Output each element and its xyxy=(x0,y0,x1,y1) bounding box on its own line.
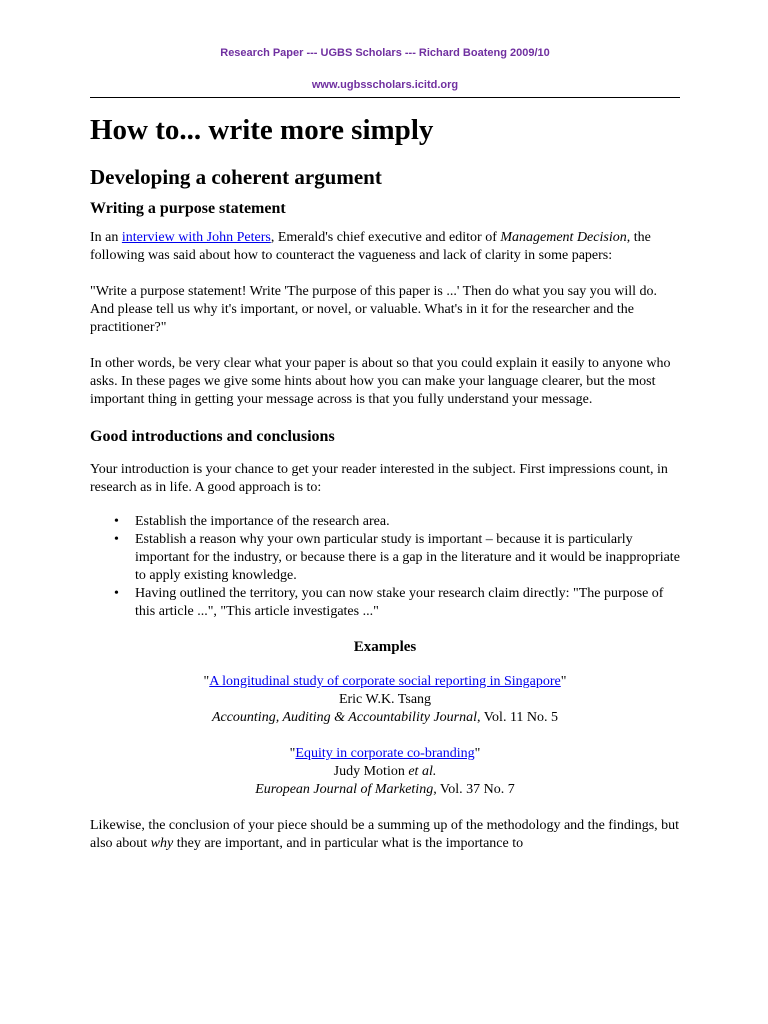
list-item: • Establish a reason why your own particular study is important – because it is particularly important for the industry, or because there is a gap in the literature and it would be inappropriate to apply existing knowledge. xyxy=(114,532,680,583)
journal-name: Management Decision xyxy=(500,230,627,245)
header-rule xyxy=(90,97,680,98)
paragraph-interview: In an interview with John Peters, Emerald's chief executive and editor of Management Decision, the following was said about how to counteract the vagueness and lack of clarity in some papers: xyxy=(90,230,651,263)
list-item: • Having outlined the territory, you can now stake your research claim directly: "The purpose of this article ...", "This article investigates ..." xyxy=(114,586,664,619)
approach-list xyxy=(90,513,680,621)
example-1-author: Eric W.K. Tsang xyxy=(338,692,432,707)
paragraph-conclusion: Likewise, the conclusion of your piece should be a summing up of the methodology and the findings, but also about why they are important, and in particular what is the importance to xyxy=(90,818,680,851)
document-body xyxy=(90,112,680,853)
section-heading-purpose: Writing a purpose statement xyxy=(90,200,286,217)
example-1 xyxy=(90,673,680,727)
header-website: www.ugbsscholars.icitd.org xyxy=(311,79,459,91)
interview-link[interactable]: interview with John Peters xyxy=(121,230,271,245)
paragraph-quote: "Write a purpose statement! Write 'The purpose of this paper is ...' Then do what you say you will do. And please tell us why it's important, or novel, or valuable. What's in it for the researcher and the practitioner?" xyxy=(90,284,658,335)
example-2 xyxy=(90,745,680,799)
example-2-link[interactable]: Equity in corporate co-branding xyxy=(295,746,475,761)
page-subtitle: Developing a coherent argument xyxy=(90,165,382,189)
bullet-glyph: • xyxy=(114,532,119,547)
examples-heading: Examples xyxy=(353,639,417,655)
list-item: • Establish the importance of the research area. xyxy=(114,514,390,529)
page-title: How to... write more simply xyxy=(90,114,434,146)
example-1-journal: Accounting, Auditing & Accountability Journal, Vol. 11 No. 5 xyxy=(211,710,559,725)
running-header: Research Paper --- UGBS Scholars --- Richard Boateng 2009/10 xyxy=(220,47,550,59)
example-1-title-line: "A longitudinal study of corporate social reporting in Singapore" xyxy=(203,674,567,689)
paragraph-other-words: In other words, be very clear what your paper is about so that you could explain it easily to anyone who asks. In these pages we give some hints about how you can make your language clearer, but the most important thing in getting your message across is that you fully understand your message. xyxy=(90,356,671,407)
section-heading-intro-conclusion: Good introductions and conclusions xyxy=(90,428,335,445)
bullet-glyph: • xyxy=(114,586,119,601)
example-2-author: Judy Motion et al. xyxy=(333,764,437,779)
example-1-link[interactable]: A longitudinal study of corporate social reporting in Singapore xyxy=(209,674,561,689)
paragraph-introduction: Your introduction is your chance to get your reader interested in the subject. First impressions count, in research as in life. A good approach is to: xyxy=(90,462,668,495)
bullet-glyph: • xyxy=(114,514,119,529)
example-2-title-line: "Equity in corporate co-branding" xyxy=(289,746,481,761)
example-2-journal: European Journal of Marketing, Vol. 37 No. 7 xyxy=(255,782,515,797)
